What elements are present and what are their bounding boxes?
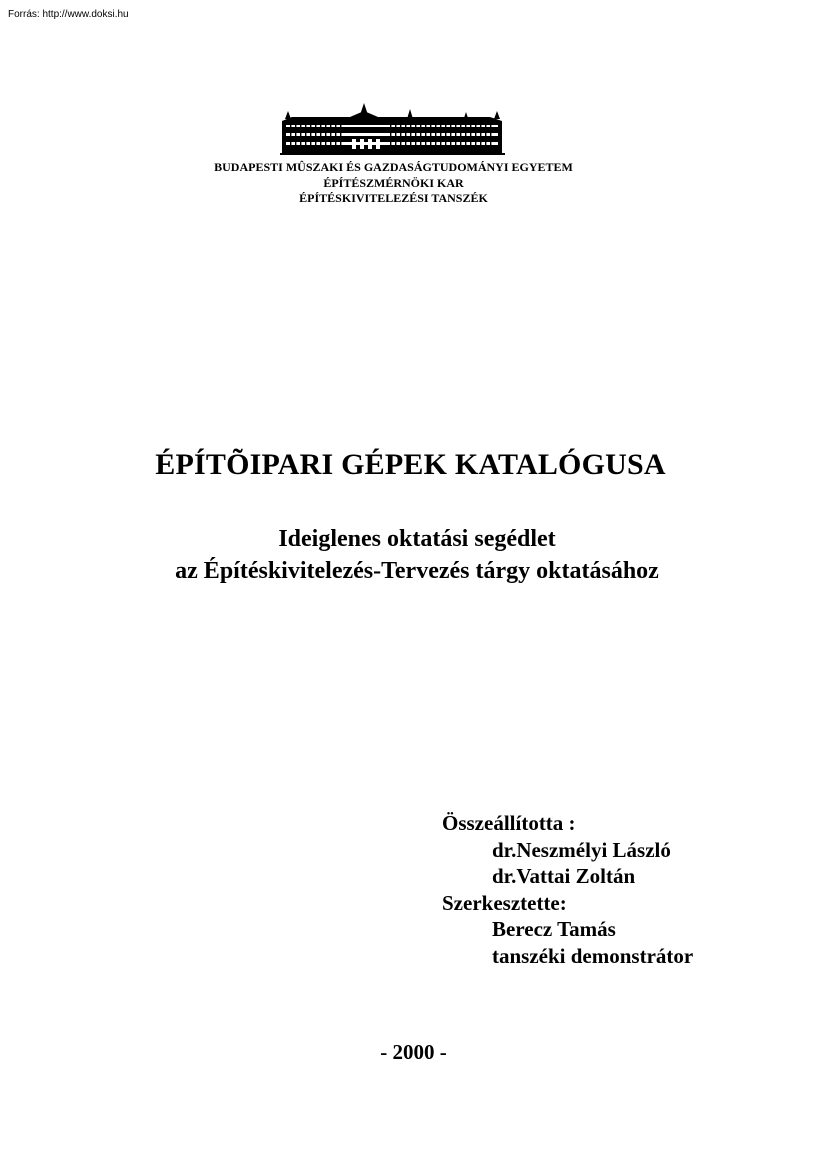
- compiler-name: dr.Vattai Zoltán: [492, 864, 636, 888]
- subtitle-line-2: az Építéskivitelezés-Tervezés tárgy oktatásához: [175, 558, 659, 584]
- university-name: BUDAPESTI MÛSZAKI ÉS GAZDASÁGTUDOMÁNYI EGYETEM: [214, 160, 573, 174]
- editor-role: tanszéki demonstrátor: [492, 943, 694, 968]
- institution-block: [150, 160, 637, 207]
- compiler-name: dr.Neszmélyi László: [492, 837, 671, 862]
- faculty-name: ÉPÍTÉSZMÉRNÖKI KAR: [323, 175, 464, 190]
- edited-by-label: Szerkesztette:: [442, 890, 567, 915]
- subtitle-line-1: Ideiglenes oktatási segédlet: [278, 526, 556, 552]
- editor-name: Berecz Tamás: [492, 917, 616, 941]
- compiled-by-label: Összeállította :: [442, 811, 576, 835]
- department-name: ÉPÍTÉSKIVITELEZÉSI TANSZÉK: [299, 191, 488, 205]
- source-note: Forrás: http://www.doksi.hu: [8, 9, 129, 20]
- document-title: ÉPÍTÕIPARI GÉPEK KATALÓGUSA: [155, 448, 666, 481]
- document-subtitle: [0, 523, 827, 587]
- credits-block: [442, 810, 693, 969]
- publication-year: - 2000 -: [380, 1040, 447, 1064]
- university-building-logo: [280, 99, 505, 156]
